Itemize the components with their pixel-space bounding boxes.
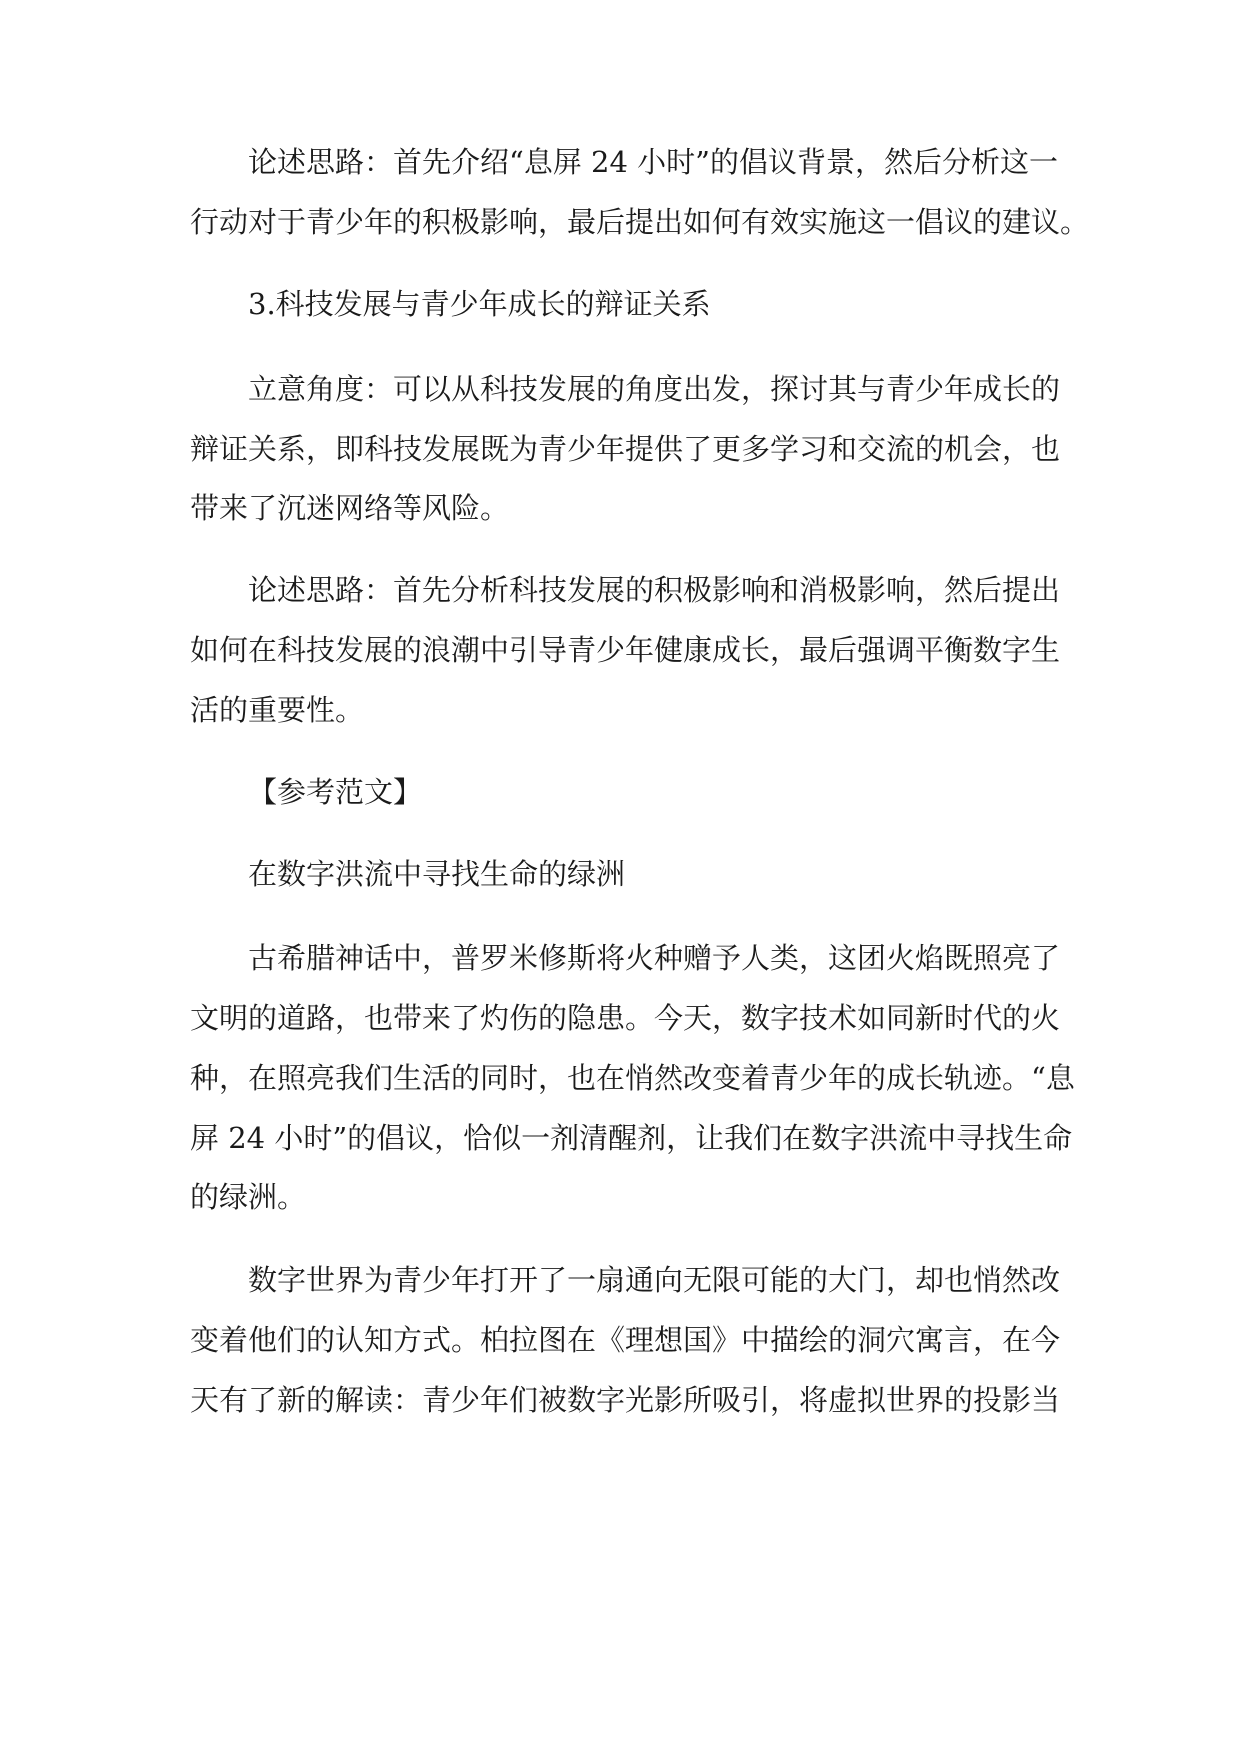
essay-title: 在数字洪流中寻找生命的绿洲 bbox=[248, 857, 626, 891]
para3-line-3: 活的重要性。 bbox=[190, 693, 365, 727]
para5-line-1: 数字世界为青少年打开了一扇通向无限可能的大门，却也悄然改 bbox=[248, 1263, 1061, 1297]
para1-line-2: 行动对于青少年的积极影响，最后提出如何有效实施这一倡议的建议。 bbox=[190, 205, 1090, 239]
para5-line-3: 天有了新的解读：青少年们被数字光影所吸引，将虚拟世界的投影当 bbox=[190, 1383, 1061, 1417]
section-heading-3: 3.科技发展与青少年成长的辩证关系 bbox=[248, 287, 711, 321]
para3-line-2: 如何在科技发展的浪潮中引导青少年健康成长，最后强调平衡数字生 bbox=[190, 633, 1061, 667]
para3-line-1: 论述思路：首先分析科技发展的积极影响和消极影响，然后提出 bbox=[248, 573, 1061, 607]
para5-line-2: 变着他们的认知方式。柏拉图在《理想国》中描绘的洞穴寓言，在今 bbox=[190, 1323, 1061, 1357]
para4-line-2: 文明的道路，也带来了灼伤的隐患。今天，数字技术如同新时代的火 bbox=[190, 1001, 1061, 1035]
para4-line-3: 种，在照亮我们生活的同时，也在悄然改变着青少年的成长轨迹。“息 bbox=[190, 1061, 1075, 1095]
section-label-reference-essay: 【参考范文】 bbox=[248, 775, 423, 809]
para2-line-1: 立意角度：可以从科技发展的角度出发，探讨其与青少年成长的 bbox=[248, 372, 1061, 406]
para1-line-1: 论述思路：首先介绍“息屏 24 小时”的倡议背景，然后分析这一 bbox=[248, 145, 1058, 179]
para2-line-2: 辩证关系，即科技发展既为青少年提供了更多学习和交流的机会，也 bbox=[190, 432, 1061, 466]
para2-line-3: 带来了沉迷网络等风险。 bbox=[190, 491, 510, 525]
para4-line-4: 屏 24 小时”的倡议，恰似一剂清醒剂，让我们在数字洪流中寻找生命 bbox=[190, 1121, 1073, 1155]
para4-line-5: 的绿洲。 bbox=[190, 1180, 307, 1214]
para4-line-1: 古希腊神话中，普罗米修斯将火种赠予人类，这团火焰既照亮了 bbox=[248, 941, 1061, 975]
